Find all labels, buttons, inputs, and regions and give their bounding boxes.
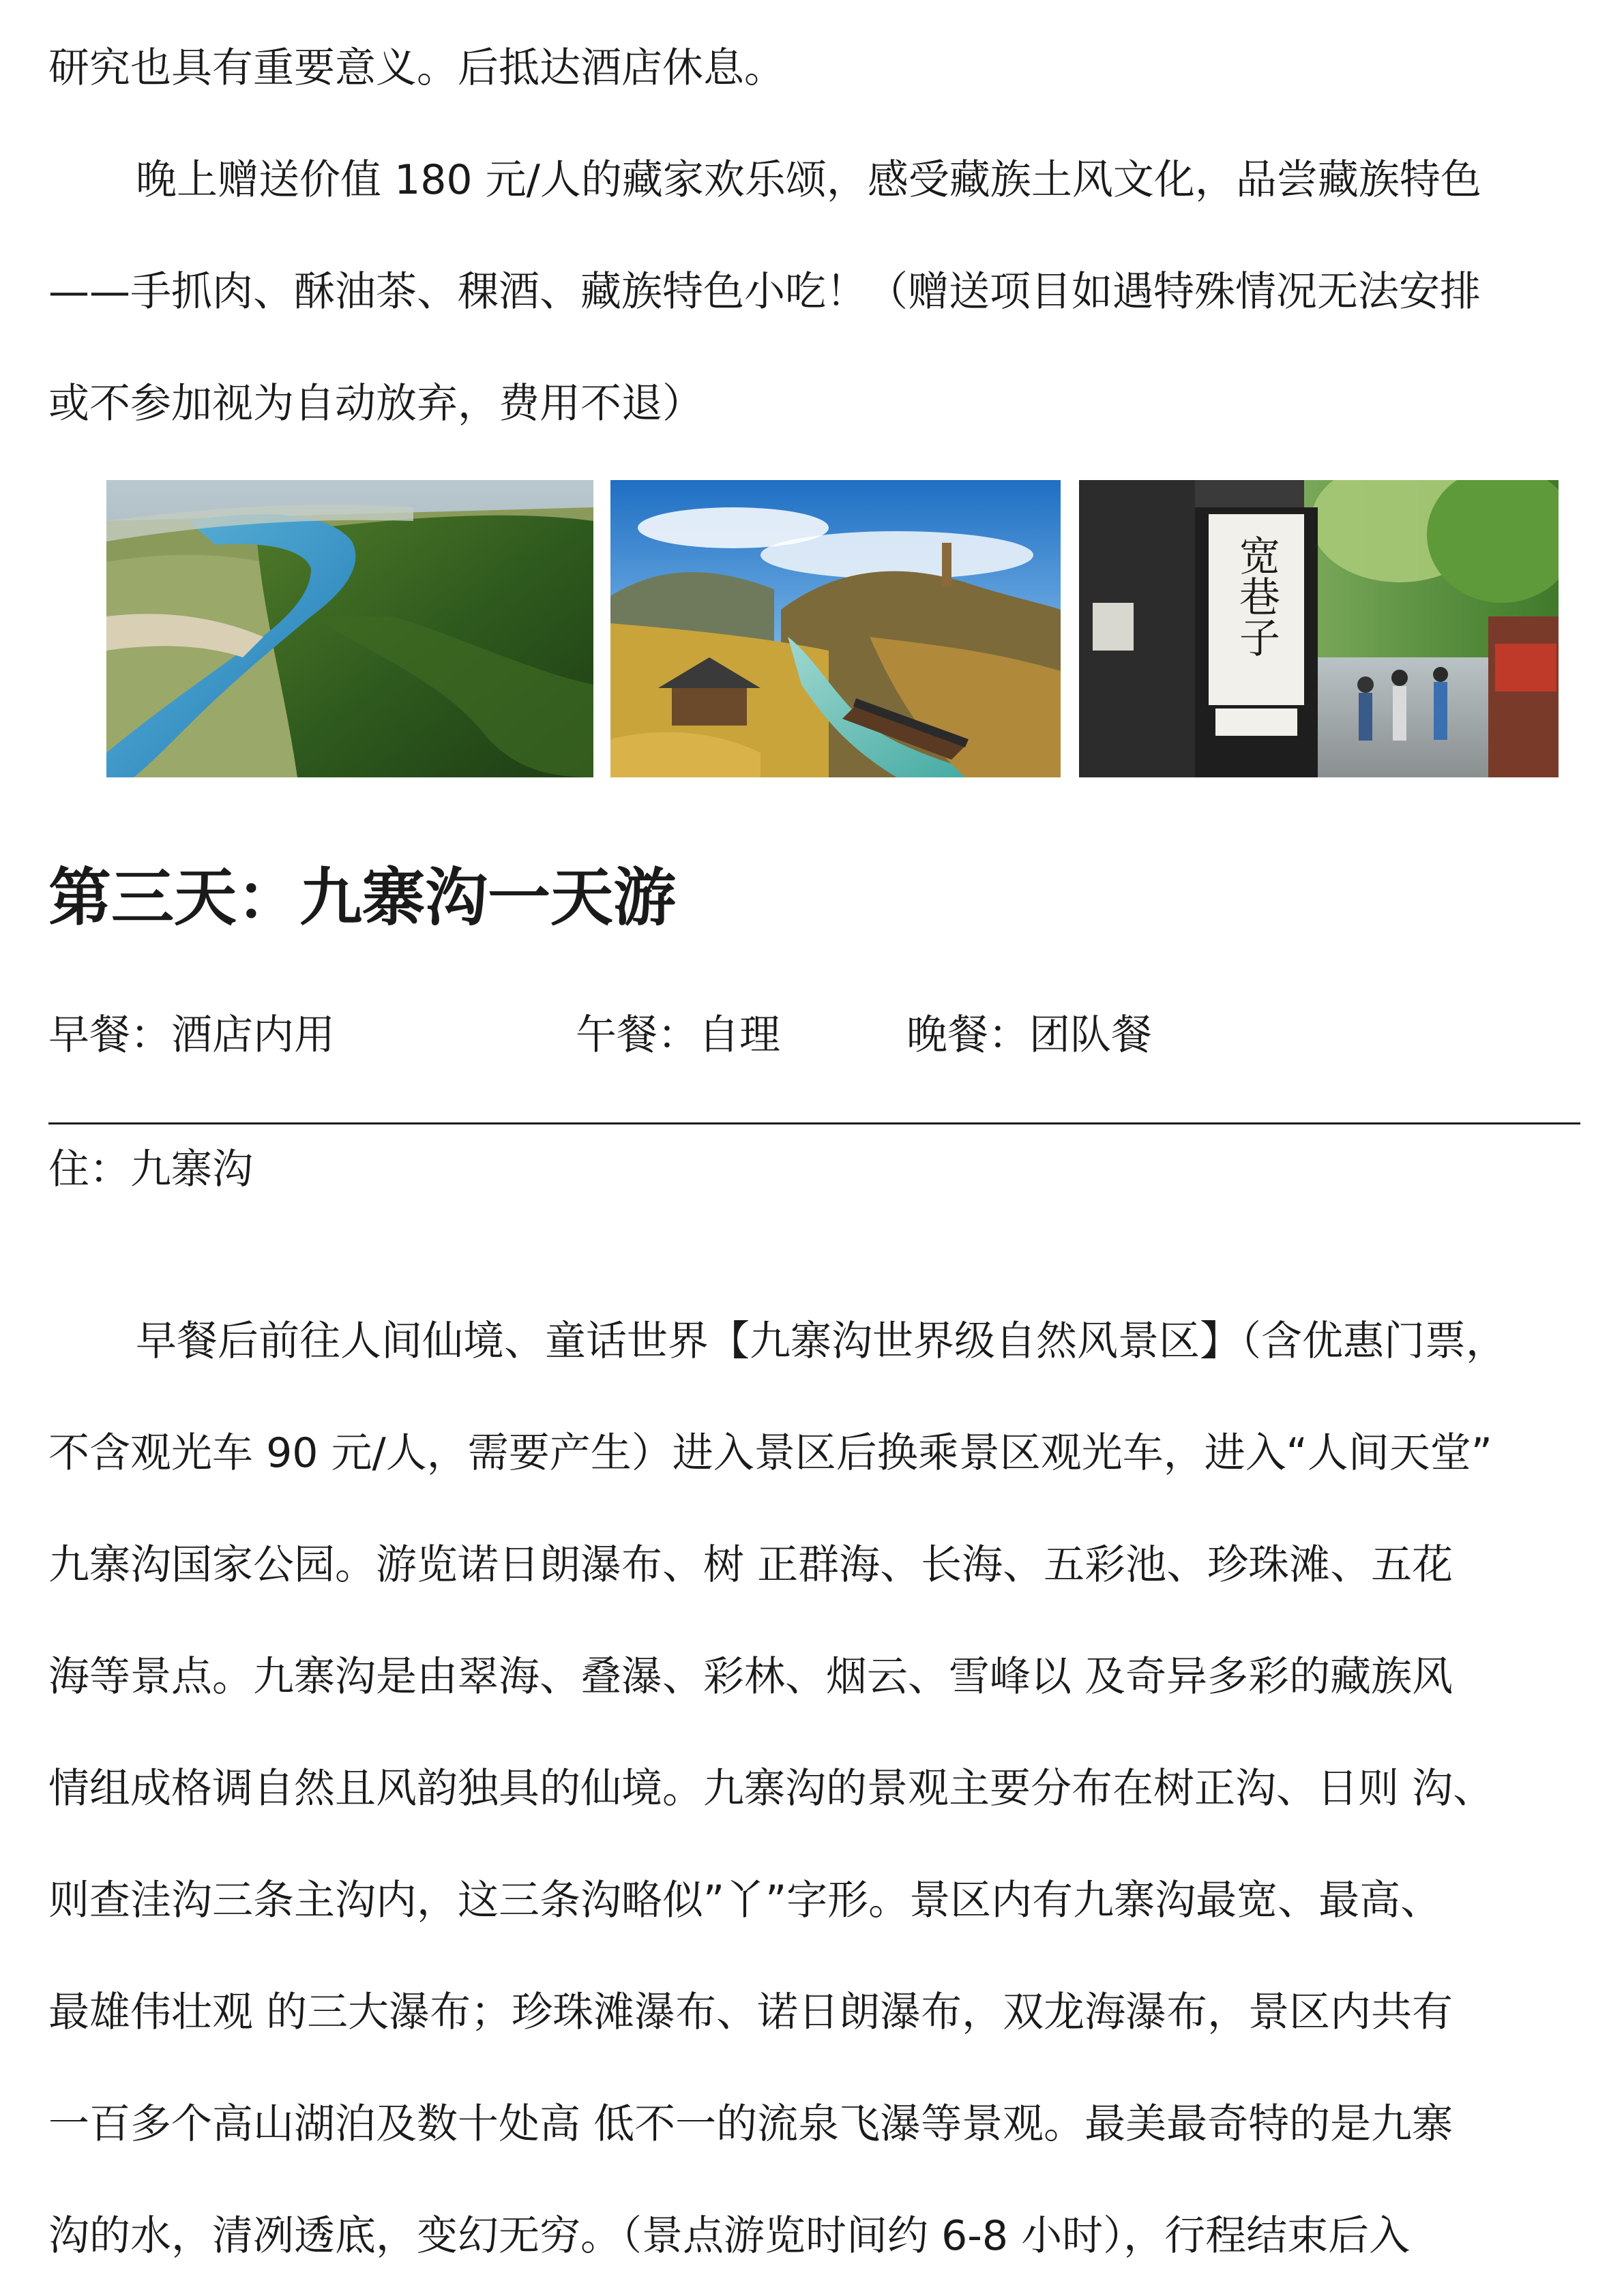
photo-dujiangyan-aerial — [106, 480, 593, 777]
paragraph-line: 九寨沟国家公园。游览诺日朗瀑布、树 正群海、长海、五彩池、珍珠滩、五花 — [48, 1541, 1453, 1589]
paragraph-line: 沟的水，清冽透底，变幻无穷。（景点游览时间约 6-8 小时），行程结束后入 — [48, 2212, 1411, 2260]
paragraph-line: 最雄伟壮观 的三大瀑布；珍珠滩瀑布、诺日朗瀑布，双龙海瀑布，景区内共有 — [48, 1988, 1453, 2036]
intro-paragraph — [48, 12, 1576, 124]
paragraph-line: 则查洼沟三条主沟内，这三条沟略似”丫”字形。景区内有九寨沟最宽、最高、 — [48, 1877, 1442, 1924]
lunch-info: 午餐：自理 — [576, 1011, 780, 1059]
paragraph-line: 早餐后前往人间仙境、童话世界【九寨沟世界级自然风景区】（含优惠门票， — [136, 1317, 1507, 1365]
paragraph-line: ——手抓肉、酥油茶、稞酒、藏族特色小吃！（赠送项目如遇特殊情况无法安排 — [48, 268, 1481, 316]
photo-covered-bridge — [610, 480, 1061, 777]
kuan-xiangzi-street-image — [1079, 480, 1559, 777]
paragraph-line: 海等景点。九寨沟是由翠海、叠瀑、彩林、烟云、雪峰以 及奇异多彩的藏族风 — [48, 1653, 1453, 1701]
dinner-info: 晚餐：团队餐 — [906, 1011, 1152, 1059]
evening-paragraph — [48, 124, 1576, 460]
day-title: 第三天：九寨沟一天游 — [48, 861, 677, 934]
aerial-river-image — [106, 480, 593, 777]
breakfast-info: 早餐：酒店内用 — [48, 1011, 335, 1059]
paragraph-line: 不含观光车 90 元/人，需要产生）进入景区后换乘景区观光车，进入“人间天堂” — [48, 1429, 1492, 1477]
paragraph-line: 或不参加视为自动放弃，费用不退） — [48, 380, 703, 428]
shop-sign-text: 宽巷子 — [1232, 535, 1280, 657]
section-divider — [48, 1122, 1580, 1124]
main-paragraph — [48, 1285, 1576, 2292]
covered-bridge-image — [610, 480, 1061, 777]
paragraph-line: 一百多个高山湖泊及数十处高 低不一的流泉飞瀑等景观。最美最奇特的是九寨 — [48, 2100, 1453, 2148]
meals-row — [48, 1008, 1576, 1062]
accommodation-info: 住：九寨沟 — [48, 1146, 253, 1193]
paragraph-line: 晚上赠送价值 180 元/人的藏家欢乐颂，感受藏族土风文化，品尝藏族特色 — [136, 156, 1481, 204]
paragraph-line: 情组成格调自然且风韵独具的仙境。九寨沟的景观主要分布在树正沟、日则 沟、 — [48, 1765, 1494, 1813]
photo-kuan-xiangzi — [1079, 480, 1559, 777]
paragraph-line: 研究也具有重要意义。后抵达酒店休息。 — [48, 44, 785, 92]
